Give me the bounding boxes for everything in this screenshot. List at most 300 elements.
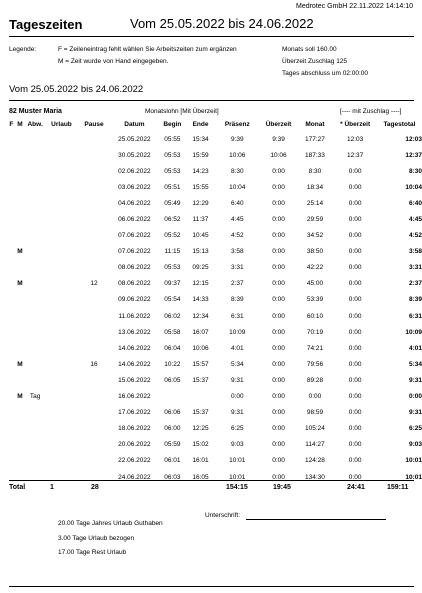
col-ueberzeit-cell: 9:39 [272, 135, 285, 143]
col-ende-cell: 15:55 [192, 183, 209, 191]
col-m-cell [16, 292, 25, 308]
col-ueberzeit-cell: 0:00 [272, 183, 285, 191]
col-m-cell [16, 453, 25, 469]
col-abw-cell [24, 211, 46, 227]
col-ueberzeit-cell: 0:00 [272, 248, 285, 256]
col-tagestotal-cell: 4:52 [408, 232, 422, 240]
day-close-time: Tages abschluss um 02:00:00 [282, 70, 368, 77]
col-praesenz-cell: 4:01 [230, 344, 244, 352]
col-datum-cell: 06.06.2022 [118, 216, 151, 224]
col-urlaub-cell [46, 356, 77, 372]
col-praesenz-cell: 10:09 [229, 328, 246, 336]
col-urlaub-cell [46, 437, 77, 453]
col-f-cell [7, 453, 16, 469]
col-abw-cell [24, 469, 46, 485]
col-monat-cell: 134:30 [305, 473, 325, 481]
col-zuschlag-cell: 0:00 [348, 457, 362, 465]
signature-line [246, 519, 386, 520]
col-f-cell [7, 163, 16, 179]
totals-pause: 28 [91, 484, 99, 491]
col-urlaub-cell [46, 324, 77, 340]
col-f-header: F [9, 121, 14, 128]
col-ueberzeit-header: Überzeit [265, 121, 292, 128]
col-ende-cell: 12:25 [192, 425, 209, 433]
col-praesenz-cell: 10:01 [229, 473, 246, 481]
col-monat-cell: 53:39 [306, 296, 324, 304]
table-row [7, 131, 422, 147]
col-monat-cell: 34:52 [306, 232, 324, 240]
col-monat-cell: 74:21 [306, 344, 324, 352]
col-tagestotal-cell: 4:01 [408, 344, 422, 352]
col-m-cell [16, 163, 25, 179]
col-m-cell [16, 195, 25, 211]
col-abw-cell [24, 308, 46, 324]
col-monat-cell: 25:14 [306, 199, 324, 207]
col-abw-cell [24, 372, 46, 388]
col-monat-cell: 38:50 [306, 248, 324, 256]
col-tagestotal-cell: 8:39 [408, 296, 422, 304]
col-zuschlag-cell: 0:00 [348, 312, 362, 320]
col-monat-cell: 29:59 [306, 216, 324, 224]
col-f-cell [7, 147, 16, 163]
col-datum-cell: 14.06.2022 [118, 344, 151, 352]
table-row [7, 308, 422, 324]
table-row [7, 405, 422, 421]
period-divider [9, 100, 414, 101]
col-datum-cell: 18.06.2022 [118, 425, 151, 433]
col-begin-cell: 05:53 [164, 151, 181, 159]
col-m-cell [16, 131, 25, 147]
col-tagestotal-cell: 10:09 [405, 328, 422, 336]
col-m-cell [16, 405, 25, 421]
col-ueberzeit-cell: 0:00 [272, 264, 285, 272]
col-ende-cell: 11:37 [192, 216, 209, 224]
col-m-cell [16, 260, 25, 276]
col-f-cell [7, 260, 16, 276]
col-abw-cell: Tag [29, 393, 41, 401]
col-begin-cell: 05:59 [164, 441, 181, 449]
table-row [7, 324, 422, 340]
table-row [7, 389, 422, 405]
col-begin-cell: 10:22 [164, 360, 181, 368]
col-monat-cell: 187:33 [305, 151, 325, 159]
col-f-cell [7, 356, 16, 372]
col-zuschlag-cell: 0:00 [348, 376, 362, 384]
col-pause-cell [77, 260, 111, 276]
col-ende-cell: 15:57 [192, 360, 209, 368]
col-urlaub-cell [46, 389, 77, 405]
col-abw-cell [24, 340, 46, 356]
leave-balance: 20.00 Tage Jahres Urlaub Guthaben [58, 520, 163, 527]
col-pause-cell [77, 405, 111, 421]
col-monat-cell: 42:22 [306, 264, 324, 272]
col-zuschlag-cell: 0:00 [348, 360, 362, 368]
col-ende-cell: 09:25 [192, 264, 209, 272]
table-row [7, 147, 422, 163]
col-datum-cell: 11.06.2022 [118, 312, 151, 320]
col-tagestotal-cell: 9:31 [408, 376, 422, 384]
col-f-cell [7, 340, 16, 356]
col-ende-cell: 12:15 [192, 280, 209, 288]
col-f-cell [7, 437, 16, 453]
col-begin-cell: 05:54 [164, 296, 181, 304]
col-ueberzeit-cell: 0:00 [272, 199, 285, 207]
table-row [7, 356, 422, 372]
col-praesenz-cell: 4:52 [230, 232, 244, 240]
company-timestamp: Medrotec GmbH 22.11.2022 14:14:10 [295, 3, 413, 10]
col-abw-cell [24, 260, 46, 276]
table-row [7, 211, 422, 227]
col-f-cell [7, 228, 16, 244]
col-datum-cell: 02.06.2022 [118, 167, 151, 175]
col-m-header: M [17, 121, 23, 128]
col-begin-cell: 05:55 [164, 135, 181, 143]
col-tagestotal-cell: 9:03 [408, 441, 422, 449]
col-ueberzeit-cell: 0:00 [272, 312, 285, 320]
col-monat-cell: 89:28 [306, 376, 324, 384]
col-datum-cell: 08.06.2022 [118, 280, 151, 288]
leave-taken: 3.00 Tage Urlaub bezogen [58, 535, 135, 542]
col-ende-cell: 10:06 [192, 344, 209, 352]
col-ueberzeit-cell: 0:00 [272, 296, 285, 304]
col-urlaub-cell [46, 211, 77, 227]
col-ende-cell: 10:45 [192, 232, 209, 240]
col-ende-cell: 15:37 [192, 376, 209, 384]
col-abw-cell [24, 228, 46, 244]
col-monat-header: Monat [305, 121, 325, 128]
table-row [7, 437, 422, 453]
table-row [7, 340, 422, 356]
col-tagestotal-cell: 12:37 [405, 151, 422, 159]
col-begin-cell: 05:58 [164, 328, 181, 336]
col-ende-header: Ende [192, 121, 209, 128]
col-datum-cell: 17.06.2022 [118, 409, 151, 417]
col-f-cell [7, 244, 16, 260]
col-abw-cell [24, 195, 46, 211]
totals-divider [9, 480, 414, 481]
col-pause-cell [77, 469, 111, 485]
col-pause-cell [77, 453, 111, 469]
col-urlaub-cell [46, 340, 77, 356]
col-praesenz-cell: 10:01 [229, 457, 246, 465]
col-tagestotal-cell: 8:30 [408, 167, 422, 175]
col-pause-cell [77, 340, 111, 356]
col-tagestotal-cell: 10:01 [405, 457, 422, 465]
col-begin-cell: 06:06 [164, 409, 181, 417]
col-ende-cell: 16:01 [192, 457, 209, 465]
col-f-cell [7, 405, 16, 421]
totals-surcharge: 24:41 [347, 484, 365, 491]
col-datum-cell: 04.06.2022 [118, 199, 151, 207]
col-tagestotal-cell: 2:37 [408, 280, 422, 288]
col-pause-cell [77, 179, 111, 195]
col-zuschlag-cell: 0:00 [348, 441, 362, 449]
col-datum-cell: 24.06.2022 [118, 473, 151, 481]
col-monat-cell: 177:27 [305, 135, 325, 143]
col-abw-cell [24, 179, 46, 195]
col-praesenz-cell: 10:04 [229, 183, 246, 191]
col-m-cell [16, 421, 25, 437]
col-monat-cell: 79:56 [306, 360, 324, 368]
col-praesenz-cell: 9:31 [230, 376, 244, 384]
col-monat-cell: 114:27 [305, 441, 325, 449]
col-abw-cell [24, 324, 46, 340]
col-ende-cell [187, 389, 214, 405]
table-row [7, 453, 422, 469]
col-zuschlag-cell: 0:00 [348, 216, 362, 224]
col-urlaub-cell [46, 453, 77, 469]
col-begin-cell: 06:00 [164, 425, 181, 433]
col-begin-cell: 05:49 [164, 199, 181, 207]
legend-line-f: F = Zeileneintrag fehlt wählen Sie Arbeitszeiten zum ergänzen [58, 46, 237, 53]
col-begin-cell: 05:53 [164, 167, 181, 175]
col-zuschlag-cell: 0:00 [348, 232, 362, 240]
col-zuschlag-header: * Überzeit [340, 121, 371, 128]
col-ende-cell: 15:37 [192, 409, 209, 417]
col-ueberzeit-cell: 0:00 [272, 232, 285, 240]
col-abw-cell [24, 276, 46, 292]
col-m-cell [16, 324, 25, 340]
col-datum-cell: 25.05.2022 [118, 135, 151, 143]
col-tagestotal-cell: 9:31 [408, 409, 422, 417]
table-row [7, 469, 422, 485]
col-pause-cell [77, 372, 111, 388]
col-zuschlag-cell: 0:00 [348, 296, 362, 304]
col-tagestotal-cell: 10:01 [405, 473, 422, 481]
col-pause-cell: 16 [90, 360, 98, 368]
col-zuschlag-cell: 12:03 [346, 135, 364, 143]
col-m-cell [16, 308, 25, 324]
col-begin-cell: 05:52 [164, 232, 181, 240]
col-datum-cell: 22.06.2022 [118, 457, 151, 465]
col-abw-cell [24, 437, 46, 453]
monthly-target: Monats soll 160.00 [282, 46, 337, 53]
col-praesenz-cell: 9:31 [230, 409, 244, 417]
col-abw-cell [24, 244, 46, 260]
totals-day-total: 159:11 [387, 484, 409, 491]
col-datum-header: Datum [124, 121, 145, 128]
col-urlaub-cell [46, 131, 77, 147]
col-urlaub-cell [46, 292, 77, 308]
col-monat-cell: 105:24 [305, 425, 325, 433]
col-begin-cell [158, 389, 187, 405]
col-praesenz-cell: 2:37 [230, 280, 244, 288]
col-pause-cell [77, 292, 111, 308]
col-f-cell [7, 292, 16, 308]
col-ueberzeit-cell: 0:00 [272, 425, 285, 433]
col-pause-cell [77, 324, 111, 340]
col-zuschlag-cell: 0:00 [348, 199, 362, 207]
table-row [7, 195, 422, 211]
col-pause-cell [77, 163, 111, 179]
col-begin-cell: 05:51 [164, 183, 181, 191]
col-zuschlag-cell: 0:00 [348, 328, 362, 336]
col-urlaub-cell [46, 260, 77, 276]
col-praesenz-header: Präsenz [224, 121, 250, 128]
col-ende-cell: 16:05 [192, 473, 209, 481]
col-begin-cell: 06:52 [164, 216, 181, 224]
col-zuschlag-cell: 12:37 [346, 151, 364, 159]
col-ueberzeit-cell: 0:00 [272, 167, 285, 175]
col-monat-cell: 8:30 [308, 167, 322, 175]
table-row [7, 372, 422, 388]
col-datum-cell: 07.06.2022 [118, 232, 151, 240]
employee-pay-type: Monatslohn [Mit Überzeit] [145, 108, 219, 115]
col-zuschlag-cell: 0:00 [348, 264, 362, 272]
col-zuschlag-cell: 0:00 [348, 409, 362, 417]
col-abw-cell [24, 163, 46, 179]
col-urlaub-cell [46, 163, 77, 179]
col-m-cell [16, 469, 25, 485]
col-f-cell [7, 131, 16, 147]
col-tagestotal-cell: 10:04 [405, 183, 422, 191]
col-tagestotal-cell: 6:40 [408, 199, 422, 207]
col-zuschlag-cell: 0:00 [348, 280, 362, 288]
col-praesenz-cell: 8:30 [230, 167, 244, 175]
col-m-cell [16, 340, 25, 356]
col-ende-cell: 14:33 [192, 296, 209, 304]
col-ueberzeit-cell: 0:00 [272, 393, 285, 401]
col-ende-cell: 12:29 [192, 199, 209, 207]
col-ueberzeit-cell: 0:00 [272, 457, 285, 465]
legend-label: Legende: [9, 46, 37, 53]
col-f-cell [7, 276, 16, 292]
col-f-cell [7, 324, 16, 340]
col-urlaub-header: Urlaub [51, 121, 72, 128]
table-header [7, 118, 422, 131]
col-datum-cell: 20.06.2022 [118, 441, 151, 449]
col-begin-cell: 11:15 [164, 248, 181, 256]
col-urlaub-cell [46, 372, 77, 388]
col-praesenz-cell: 3:58 [230, 248, 244, 256]
col-praesenz-cell: 4:45 [230, 216, 244, 224]
col-ueberzeit-cell: 0:00 [272, 216, 285, 224]
report-date-range: Vom 25.05.2022 bis 24.06.2022 [130, 16, 314, 31]
col-pause-cell [77, 195, 111, 211]
col-praesenz-cell: 5:34 [230, 360, 244, 368]
table-row [7, 276, 422, 292]
totals-overtime: 19:45 [273, 484, 291, 491]
col-zuschlag-cell: 0:00 [348, 344, 362, 352]
table-row [7, 228, 422, 244]
col-monat-cell: 70:19 [306, 328, 324, 336]
col-abw-cell [24, 405, 46, 421]
col-f-cell [7, 389, 16, 405]
col-datum-cell: 07.06.2022 [118, 248, 151, 256]
totals-absence: 1 [50, 484, 54, 491]
col-datum-cell: 13.06.2022 [118, 328, 151, 336]
col-praesenz-cell: 8:39 [230, 296, 244, 304]
table-row [7, 421, 422, 437]
col-datum-cell: 14.06.2022 [118, 360, 151, 368]
col-begin-cell: 09:37 [164, 280, 181, 288]
col-abw-cell [24, 356, 46, 372]
col-zuschlag-cell: 0:00 [348, 183, 362, 191]
col-ueberzeit-cell: 0:00 [272, 344, 285, 352]
col-tagestotal-cell: 5:34 [408, 360, 422, 368]
col-monat-cell: 60:10 [306, 312, 324, 320]
col-m-cell: M [17, 360, 23, 368]
col-pause-cell [77, 211, 111, 227]
table-row [7, 292, 422, 308]
col-ende-cell: 15:59 [192, 151, 209, 159]
col-urlaub-cell [46, 469, 77, 485]
col-urlaub-cell [46, 228, 77, 244]
col-f-cell [7, 308, 16, 324]
col-tagestotal-cell: 4:45 [408, 216, 422, 224]
col-f-cell [7, 372, 16, 388]
col-monat-cell: 124:28 [305, 457, 325, 465]
totals-presence: 154:15 [226, 484, 248, 491]
col-m-cell: M [17, 280, 23, 288]
col-ende-cell: 12:34 [192, 312, 209, 320]
signature-label: Unterschrift: [205, 512, 241, 519]
col-abw-cell [24, 131, 46, 147]
col-tagestotal-header: Tagestotal [383, 121, 416, 128]
col-begin-cell: 05:53 [164, 264, 181, 272]
col-begin-cell: 06:02 [164, 312, 181, 320]
col-praesenz-cell: 3:31 [230, 264, 244, 272]
col-m-cell [16, 147, 25, 163]
header-divider [9, 36, 414, 37]
col-f-cell [7, 195, 16, 211]
col-praesenz-cell: 9:03 [230, 441, 244, 449]
col-begin-cell: 06:03 [164, 473, 181, 481]
report-title: Tageszeiten [9, 17, 83, 32]
col-urlaub-cell [46, 405, 77, 421]
col-f-cell [7, 421, 16, 437]
col-datum-cell: 09.06.2022 [118, 296, 151, 304]
col-abw-cell [24, 292, 46, 308]
col-ueberzeit-cell: 0:00 [272, 409, 285, 417]
col-begin-header: Begin [163, 121, 182, 128]
employee-name: 82 Muster Maria [9, 108, 62, 115]
col-ende-cell: 15:34 [192, 135, 209, 143]
period-label: Vom 25.05.2022 bis 24.06.2022 [9, 84, 144, 95]
col-monat-cell: 18:34 [306, 183, 324, 191]
time-table [7, 118, 422, 485]
overtime-surcharge: Überzeit Zuschlag 125 [282, 58, 348, 65]
col-pause-cell [77, 308, 111, 324]
col-monat-cell: 98:59 [306, 409, 324, 417]
table-row [7, 260, 422, 276]
col-abw-cell [24, 453, 46, 469]
col-zuschlag-cell: 0:00 [348, 393, 362, 401]
col-m-cell [16, 179, 25, 195]
col-begin-cell: 06:04 [164, 344, 181, 352]
col-ueberzeit-cell: 0:00 [272, 328, 285, 336]
col-urlaub-cell [46, 244, 77, 260]
col-tagestotal-cell: 3:58 [408, 248, 422, 256]
col-m-cell [16, 372, 25, 388]
col-pause-cell: 12 [90, 280, 98, 288]
col-tagestotal-cell: 0:00 [408, 393, 422, 401]
col-m-cell [16, 211, 25, 227]
col-pause-cell [77, 147, 111, 163]
col-monat-cell: 0:00 [308, 393, 322, 401]
totals-label: Total [9, 484, 26, 491]
col-ueberzeit-cell: 0:00 [272, 360, 285, 368]
col-pause-cell [77, 437, 111, 453]
col-ueberzeit-cell: 0:00 [272, 280, 285, 288]
col-urlaub-cell [46, 308, 77, 324]
col-urlaub-cell [46, 195, 77, 211]
col-abw-header: Abw. [27, 121, 43, 128]
col-ende-cell: 15:02 [192, 441, 209, 449]
col-begin-cell: 06:05 [164, 376, 181, 384]
leave-remaining: 17.00 Tage Rest Urlaub [58, 549, 127, 556]
col-f-cell [7, 211, 16, 227]
